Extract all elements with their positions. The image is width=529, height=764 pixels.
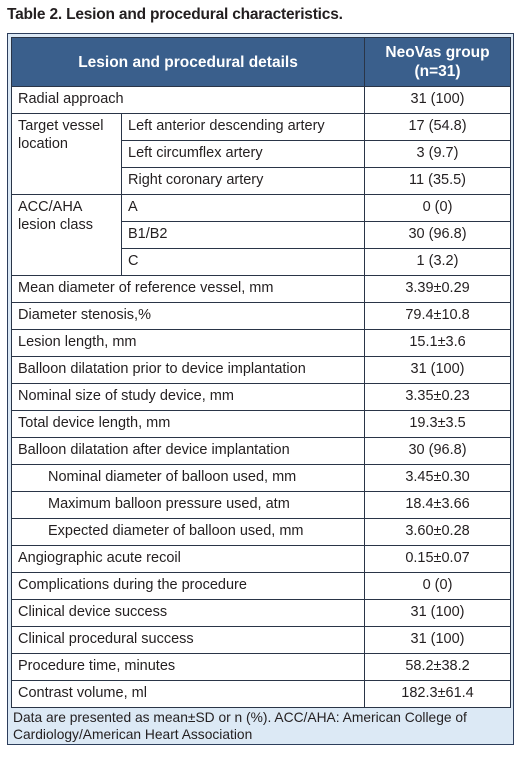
header-neovas: [365, 38, 511, 87]
row-value: 15.1±3.6: [365, 330, 511, 357]
row-label: Right coronary artery: [122, 168, 365, 195]
row-value: 0 (0): [365, 195, 511, 222]
table-row: [12, 654, 511, 681]
header-details: Lesion and procedural details: [12, 38, 365, 87]
row-label: Expected diameter of balloon used, mm: [12, 519, 365, 546]
row-label: Mean diameter of reference vessel, mm: [12, 276, 365, 303]
table-row: [12, 276, 511, 303]
row-value: 31 (100): [365, 357, 511, 384]
row-label: Complications during the procedure: [12, 573, 365, 600]
row-label: C: [122, 249, 365, 276]
characteristics-table: [11, 37, 511, 708]
table-row: [12, 465, 511, 492]
row-value: 182.3±61.4: [365, 681, 511, 708]
table-row: [12, 681, 511, 708]
table-row: [12, 303, 511, 330]
row-label: A: [122, 195, 365, 222]
table-row: [12, 195, 511, 222]
row-label: Lesion length, mm: [12, 330, 365, 357]
row-value: 3.45±0.30: [365, 465, 511, 492]
table-row: [12, 519, 511, 546]
table-row: [12, 546, 511, 573]
row-value: 0.15±0.07: [365, 546, 511, 573]
row-value: 31 (100): [365, 600, 511, 627]
table-row: [12, 627, 511, 654]
table-row: [12, 411, 511, 438]
row-label: Clinical device success: [12, 600, 365, 627]
table-row: [12, 87, 511, 114]
table-row: [12, 573, 511, 600]
header-row: [12, 38, 511, 87]
row-value: 79.4±10.8: [365, 303, 511, 330]
row-value: 0 (0): [365, 573, 511, 600]
row-value: 1 (3.2): [365, 249, 511, 276]
row-label: Nominal size of study device, mm: [12, 384, 365, 411]
row-value: 17 (54.8): [365, 114, 511, 141]
row-label: Maximum balloon pressure used, atm: [12, 492, 365, 519]
group-label-lesion-class: ACC/AHA lesion class: [12, 195, 122, 276]
row-label: Balloon dilatation prior to device implantation: [12, 357, 365, 384]
row-label: B1/B2: [122, 222, 365, 249]
row-value: 30 (96.8): [365, 222, 511, 249]
row-value: 3.60±0.28: [365, 519, 511, 546]
header-neovas-line2: (n=31): [414, 63, 461, 80]
row-label: Diameter stenosis,%: [12, 303, 365, 330]
row-value: 30 (96.8): [365, 438, 511, 465]
row-label: Left circumflex artery: [122, 141, 365, 168]
table-caption: Table 2. Lesion and procedural characteristics.: [7, 6, 343, 23]
row-label: Nominal diameter of balloon used, mm: [12, 465, 365, 492]
table-footnote: Data are presented as mean±SD or n (%). ACC/AHA: American College of Cardiology/American Heart Association: [13, 710, 467, 742]
table-row: [12, 330, 511, 357]
row-value: 11 (35.5): [365, 168, 511, 195]
row-value: 18.4±3.66: [365, 492, 511, 519]
row-label: Left anterior descending artery: [122, 114, 365, 141]
table-row: [12, 357, 511, 384]
row-label: Procedure time, minutes: [12, 654, 365, 681]
row-value: 31 (100): [365, 627, 511, 654]
row-value: 58.2±38.2: [365, 654, 511, 681]
row-label: Radial approach: [12, 87, 365, 114]
row-label: Balloon dilatation after device implantation: [12, 438, 365, 465]
row-label: Contrast volume, ml: [12, 681, 365, 708]
row-value: 3.35±0.23: [365, 384, 511, 411]
group-label-target-vessel: Target vessel location: [12, 114, 122, 195]
header-neovas-line1: NeoVas group: [385, 44, 490, 61]
table-row: [12, 492, 511, 519]
row-value: 31 (100): [365, 87, 511, 114]
row-label: Total device length, mm: [12, 411, 365, 438]
row-value: 3.39±0.29: [365, 276, 511, 303]
table-row: [12, 114, 511, 141]
table-row: [12, 600, 511, 627]
row-value: 19.3±3.5: [365, 411, 511, 438]
row-label: Clinical procedural success: [12, 627, 365, 654]
row-value: 3 (9.7): [365, 141, 511, 168]
table-row: [12, 438, 511, 465]
table-row: [12, 384, 511, 411]
row-label: Angiographic acute recoil: [12, 546, 365, 573]
